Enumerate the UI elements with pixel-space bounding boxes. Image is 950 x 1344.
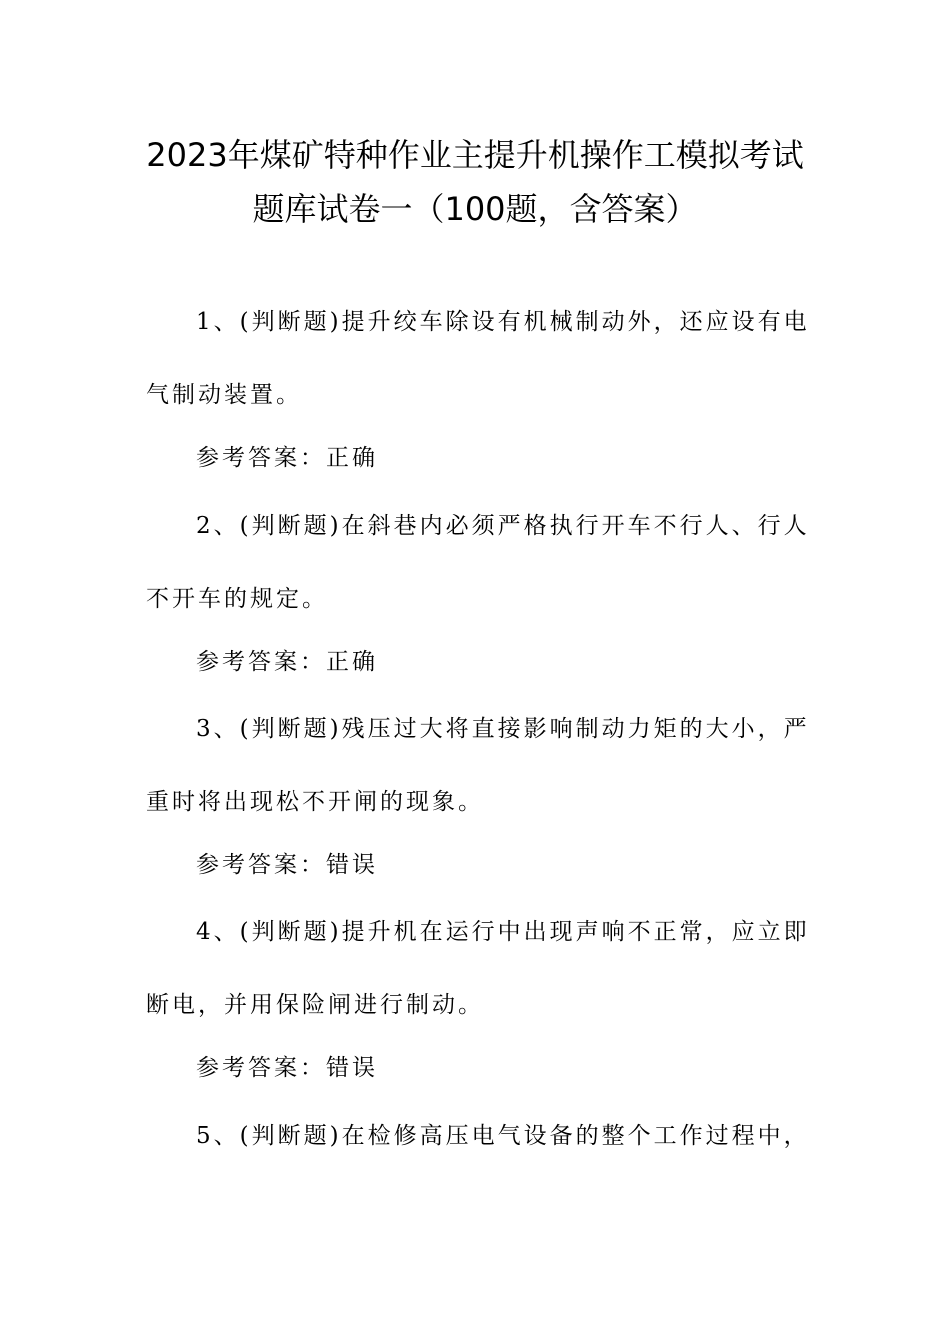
question-3-text-line-2: 重时将出现松不开闸的现象。 xyxy=(146,789,484,815)
question-3-answer: 参考答案：错误 xyxy=(196,852,378,878)
question-2-text-line-1: 2、(判断题)在斜巷内必须严格执行开车不行人、行人 xyxy=(196,513,810,539)
question-5-text-line-1: 5、(判断题)在检修高压电气设备的整个工作过程中， xyxy=(196,1123,810,1149)
question-3-text-line-1: 3、(判断题)残压过大将直接影响制动力矩的大小，严 xyxy=(196,716,810,742)
question-4-text-line-2: 断电，并用保险闸进行制动。 xyxy=(146,992,484,1018)
title-line-1: 2023年煤矿特种作业主提升机操作工模拟考试 xyxy=(146,136,804,174)
question-4-text-line-1: 4、(判断题)提升机在运行中出现声响不正常，应立即 xyxy=(196,919,810,945)
question-1-text-line-2: 气制动装置。 xyxy=(146,382,302,408)
question-4-answer: 参考答案：错误 xyxy=(196,1055,378,1081)
question-1-answer: 参考答案：正确 xyxy=(196,445,378,471)
question-2-answer: 参考答案：正确 xyxy=(196,649,378,675)
document-title xyxy=(0,128,950,236)
question-2-text-line-2: 不开车的规定。 xyxy=(146,586,328,612)
question-1-text-line-1: 1、(判断题)提升绞车除设有机械制动外，还应设有电 xyxy=(196,309,810,335)
title-line-2: 题库试卷一（100题，含答案） xyxy=(252,190,698,228)
